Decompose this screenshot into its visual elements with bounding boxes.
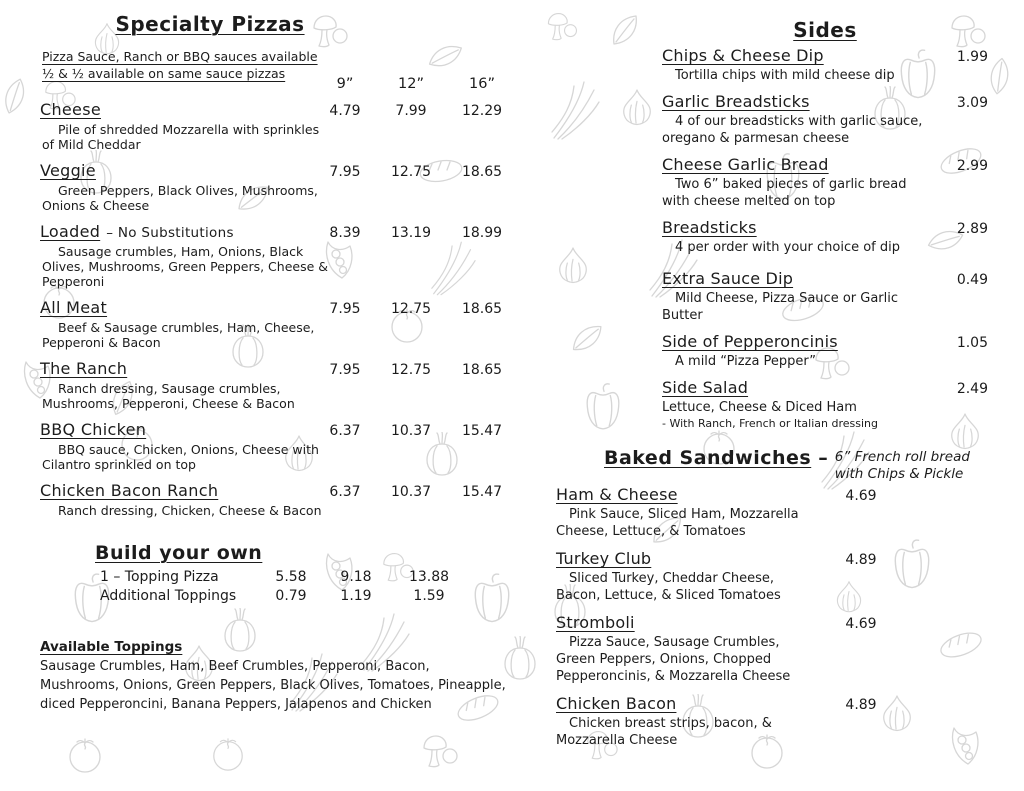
item-name: Stromboli xyxy=(556,613,635,632)
item-name: Cheese xyxy=(40,100,101,119)
item-name: Turkey Club xyxy=(556,549,652,568)
item-price-9in: 6.37 xyxy=(329,484,361,500)
item-price-12in: 12.75 xyxy=(390,362,432,378)
item-price-16in: 18.99 xyxy=(461,225,503,241)
item-name: Chicken Bacon Ranch xyxy=(40,481,219,500)
item-name: All Meat xyxy=(40,298,108,317)
item-name: BBQ Chicken xyxy=(40,420,147,439)
item-description: Pizza Sauce, Sausage Crumbles, Green Peppers, Onions, Chopped Pepperoncinis, & Mozzarella Cheese xyxy=(556,635,791,684)
subtitle-line1: 6” French roll bread xyxy=(834,449,970,465)
item-name: Extra Sauce Dip xyxy=(662,269,794,288)
item-name: The Ranch xyxy=(40,359,128,378)
item-price-12in: 10.37 xyxy=(390,423,432,439)
build-your-own-title: Build your own xyxy=(95,542,263,564)
item-price-9in: 6.37 xyxy=(329,423,361,439)
size-header-16in: 16” xyxy=(469,76,495,92)
build-price-16in: 13.88 xyxy=(408,569,450,585)
subtitle-line2: with Chips & Pickle xyxy=(834,466,964,482)
sides-section xyxy=(556,18,988,431)
menu-item-side-of-pepperoncinis xyxy=(556,332,988,370)
item-price: 1.99 xyxy=(956,49,988,65)
item-price: 2.89 xyxy=(956,221,988,237)
item-description: 4 of our breadsticks with garlic sauce, oregano & parmesan cheese xyxy=(662,114,923,146)
item-price-16in: 18.65 xyxy=(461,362,503,378)
specialty-pizzas-section xyxy=(40,12,520,714)
item-price-12in: 7.99 xyxy=(395,103,427,119)
menu-item-chicken-bacon-ranch xyxy=(40,481,520,518)
item-price: 2.49 xyxy=(956,381,988,397)
size-header-9in: 9” xyxy=(336,76,354,92)
pizza-size-headers xyxy=(40,76,520,92)
build-price-12in: 1.19 xyxy=(340,588,372,604)
item-dressing-note: - With Ranch, French or Italian dressing xyxy=(662,417,878,430)
menu-item-garlic-breadsticks xyxy=(556,92,988,147)
size-header-12in: 12” xyxy=(398,76,424,92)
item-price-9in: 7.95 xyxy=(329,362,361,378)
sauce-note-line1: Pizza Sauce, Ranch or BBQ sauces available xyxy=(42,49,318,64)
build-price-16in: 1.59 xyxy=(413,588,445,604)
item-price-12in: 13.19 xyxy=(390,225,432,241)
item-price-16in: 15.47 xyxy=(461,484,503,500)
item-price-12in: 12.75 xyxy=(390,164,432,180)
item-description: Pink Sauce, Sliced Ham, Mozzarella Cheese, Lettuce, & Tomatoes xyxy=(556,507,799,539)
item-price: 4.69 xyxy=(845,488,877,504)
baked-sandwiches-section xyxy=(556,447,988,749)
item-name: Chips & Cheese Dip xyxy=(662,46,824,65)
item-price-9in: 7.95 xyxy=(329,301,361,317)
item-description: Chicken breast strips, bacon, & Mozzarella Cheese xyxy=(556,716,772,748)
item-price-16in: 15.47 xyxy=(461,423,503,439)
item-price: 4.89 xyxy=(845,697,877,713)
build-price-9in: 5.58 xyxy=(275,569,307,585)
item-name: Cheese Garlic Bread xyxy=(662,155,829,174)
item-description: Sausage crumbles, Ham, Onions, Black Olives, Mushrooms, Green Peppers, Cheese & Pepperoni xyxy=(42,244,328,289)
available-toppings-list: Sausage Crumbles, Ham, Beef Crumbles, Pepperoni, Bacon, Mushrooms, Onions, Green Peppers, Black Olives, Tomatoes, Pineapple, diced Pepperoncini, Banana Peppers, Jalapenos and Chicken xyxy=(40,659,506,712)
build-row-one-topping xyxy=(100,568,520,587)
menu-item-the-ranch xyxy=(40,359,520,411)
item-description: Ranch dressing, Sausage crumbles, Mushrooms, Pepperoni, Cheese & Bacon xyxy=(42,381,295,411)
item-description: BBQ sauce, Chicken, Onions, Cheese with Cilantro sprinkled on top xyxy=(42,442,319,472)
item-price: 4.69 xyxy=(845,616,877,632)
menu-item-stromboli xyxy=(556,613,988,685)
baked-sandwiches-title: Baked Sandwiches xyxy=(604,447,812,469)
menu-item-chicken-bacon xyxy=(556,694,988,749)
build-row-additional-toppings xyxy=(100,587,520,606)
build-price-9in: 0.79 xyxy=(275,588,307,604)
item-description: 4 per order with your choice of dip xyxy=(675,240,901,255)
menu-item-loaded xyxy=(40,222,520,289)
header-dash: – xyxy=(818,447,828,469)
item-name: Ham & Cheese xyxy=(556,485,678,504)
item-description: Green Peppers, Black Olives, Mushrooms, Onions & Cheese xyxy=(42,183,318,213)
menu-item-veggie xyxy=(40,161,520,213)
item-price-12in: 10.37 xyxy=(390,484,432,500)
item-price: 2.99 xyxy=(956,158,988,174)
item-price-9in: 8.39 xyxy=(329,225,361,241)
menu-item-side-salad xyxy=(556,378,988,431)
menu-item-breadsticks xyxy=(556,218,988,256)
item-price-9in: 4.79 xyxy=(329,103,361,119)
item-price-16in: 12.29 xyxy=(461,103,503,119)
build-your-own-section xyxy=(40,542,520,606)
item-description: A mild “Pizza Pepper” xyxy=(675,354,817,369)
available-toppings-title: Available Toppings xyxy=(40,639,183,655)
build-row-label: 1 – Topping Pizza xyxy=(100,569,219,585)
menu-item-bbq-chicken xyxy=(40,420,520,472)
item-description: Beef & Sausage crumbles, Ham, Cheese, Pepperoni & Bacon xyxy=(42,320,315,350)
build-price-12in: 9.18 xyxy=(340,569,372,585)
item-name-suffix: – No Substitutions xyxy=(106,225,234,241)
menu-item-ham-cheese xyxy=(556,485,988,540)
item-name: Garlic Breadsticks xyxy=(662,92,810,111)
item-price-12in: 12.75 xyxy=(390,301,432,317)
item-price: 0.49 xyxy=(956,272,988,288)
available-toppings-section xyxy=(40,636,520,714)
item-name: Side Salad xyxy=(662,378,749,397)
menu-item-all-meat xyxy=(40,298,520,350)
menu-item-cheese-garlic-bread xyxy=(556,155,988,210)
item-description: Sliced Turkey, Cheddar Cheese, Bacon, Lettuce, & Sliced Tomatoes xyxy=(556,571,781,603)
item-name: Breadsticks xyxy=(662,218,757,237)
sides-title: Sides xyxy=(793,18,857,42)
item-name: Loaded xyxy=(40,222,101,241)
item-name: Chicken Bacon xyxy=(556,694,677,713)
pizza-list xyxy=(40,100,520,518)
item-price-16in: 18.65 xyxy=(461,301,503,317)
baked-sandwiches-header xyxy=(556,447,988,483)
build-row-label: Additional Toppings xyxy=(100,588,237,604)
baked-sandwiches-subtitle xyxy=(835,447,970,483)
menu-item-turkey-club xyxy=(556,549,988,604)
right-column xyxy=(556,12,988,758)
specialty-pizzas-title: Specialty Pizzas xyxy=(115,12,305,36)
sauce-note-line2: ½ & ½ available on same sauce pizzas xyxy=(42,66,286,81)
item-description: Pile of shredded Mozzarella with sprinkles of Mild Cheddar xyxy=(42,122,320,152)
item-description: Lettuce, Cheese & Diced Ham xyxy=(662,400,857,415)
menu-item-chips-cheese-dip xyxy=(556,46,988,84)
item-name: Veggie xyxy=(40,161,96,180)
item-price: 3.09 xyxy=(956,95,988,111)
menu-item-cheese xyxy=(40,100,520,152)
item-price-16in: 18.65 xyxy=(461,164,503,180)
item-description: Two 6” baked pieces of garlic bread with cheese melted on top xyxy=(662,177,907,209)
item-description: Ranch dressing, Chicken, Cheese & Bacon xyxy=(58,503,322,518)
item-description: Tortilla chips with mild cheese dip xyxy=(675,68,895,83)
item-name: Side of Pepperoncinis xyxy=(662,332,838,351)
item-price: 1.05 xyxy=(956,335,988,351)
item-price-9in: 7.95 xyxy=(329,164,361,180)
item-description: Mild Cheese, Pizza Sauce or Garlic Butter xyxy=(662,291,899,323)
item-price: 4.89 xyxy=(845,552,877,568)
menu-item-extra-sauce-dip xyxy=(556,269,988,324)
